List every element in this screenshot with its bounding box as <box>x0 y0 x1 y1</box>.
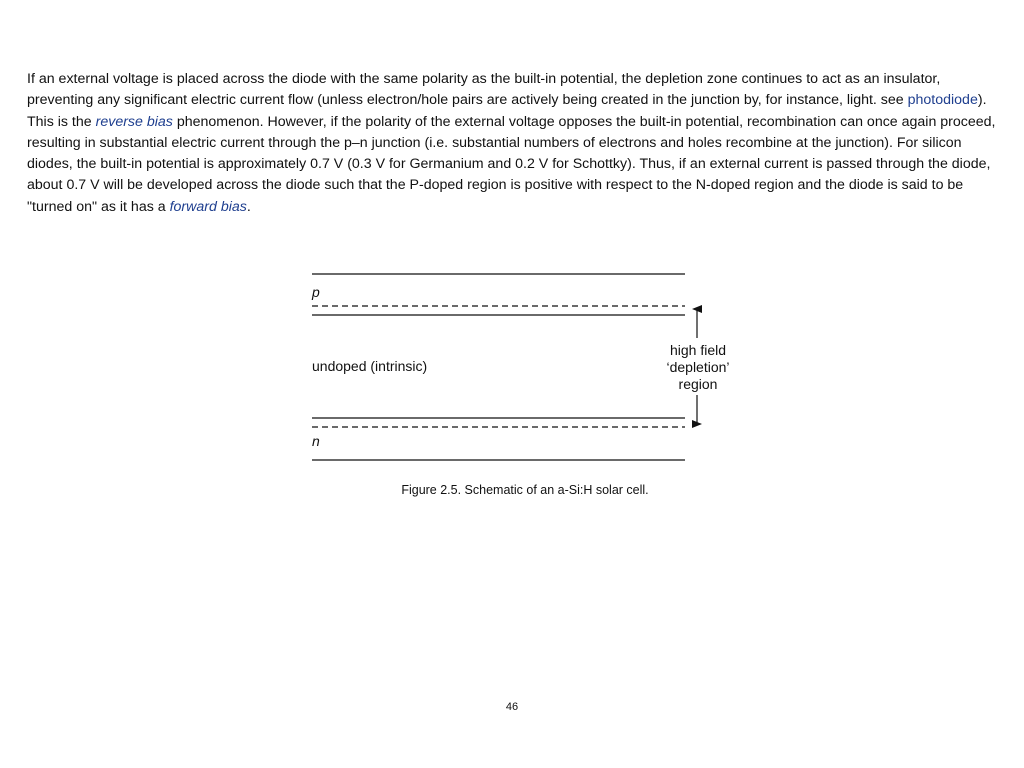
paragraph-text-1: If an external voltage is placed across the diode with the same polarity as the built-in potential, the depletion zone continues to act as an insulator, preventing any significant electric current flow (unless electron/hole pairs are actively being created in the junction by, for instance, light. see <box>27 71 941 109</box>
body-paragraph <box>27 69 1007 218</box>
solar-cell-schematic-figure <box>285 258 742 510</box>
annotation-high-field: high field <box>669 342 727 358</box>
annotation-region: region <box>678 376 718 392</box>
reverse-bias-link[interactable]: reverse bias <box>95 113 173 130</box>
undoped-intrinsic-label: undoped (intrinsic) <box>312 358 428 374</box>
paragraph-text-4: . <box>246 198 251 215</box>
n-layer-label: n <box>312 433 320 449</box>
forward-bias-link[interactable]: forward bias <box>169 198 247 215</box>
paragraph-text-3: phenomenon. However, if the polarity of the external voltage opposes the built-in potential, recombination can once again proceed, resulting in substantial electric current through the p–n junction (i.e. substantial numbers of electrons and holes recombine at the junction). For silicon diodes, the built-in potential is approximately 0.7 V (0.3 V for Germanium and 0.2 V for Schottky). Thus, if an external current is passed through the diode, about 0.7 V will be developed across the diode such that the P-doped region is positive with respect to the N-doped region and the diode is said to be "turned on" as it has a <box>27 113 996 215</box>
annotation-depletion: ‘depletion’ <box>666 359 730 375</box>
p-layer-label: p <box>312 284 320 300</box>
paragraph-text-2: ). This is the <box>27 92 987 130</box>
schematic-diagram <box>285 258 742 510</box>
photodiode-link[interactable]: photodiode <box>907 92 978 109</box>
page-number: 46 <box>505 701 519 713</box>
figure-caption: Figure 2.5. Schematic of an a-Si:H solar cell. <box>401 483 649 497</box>
